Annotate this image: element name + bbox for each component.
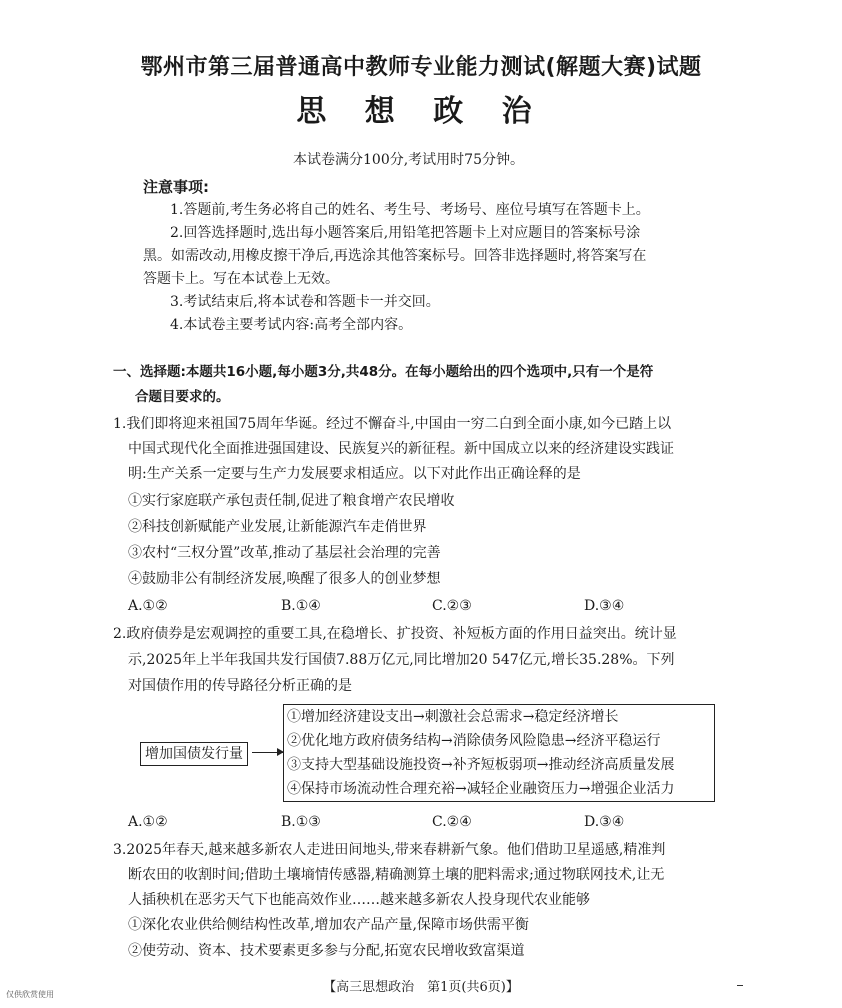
notice-line: 2.回答选择题时,选出每小题答案后,用铅笔把答题卡上对应题目的答案标号涂: [170, 225, 641, 241]
chain-source-box: 增加国债发行量: [140, 742, 248, 766]
q1-stem: 中国式现代化全面推进强国建设、民族复兴的新征程。新中国成立以来的经济建设实践证: [128, 441, 674, 457]
q1-item: ①实行家庭联产承包责任制,促进了粮食增产农民增收: [128, 493, 455, 509]
exam-info: 本试卷满分100分,考试用时75分钟。: [293, 152, 524, 168]
notice-line: 黑。如需改动,用橡皮擦干净后,再选涂其他答案标号。回答非选择题时,将答案写在: [143, 248, 647, 264]
notice-line: 1.答题前,考生务必将自己的姓名、考生号、考场号、座位号填写在答题卡上。: [170, 202, 650, 218]
q1-option-b: B.①④: [281, 598, 321, 614]
chain-path: ④保持市场流动性合理充裕→减轻企业融资压力→增强企业活力: [287, 781, 675, 797]
q1-option-a: A.①②: [128, 598, 168, 614]
notice-line: 3.考试结束后,将本试卷和答题卡一并交回。: [170, 294, 440, 310]
exam-title: 鄂州市第三届普通高中教师专业能力测试(解题大赛)试题: [140, 55, 702, 80]
chain-path: ②优化地方政府债务结构→消除债务风险隐患→经济平稳运行: [287, 733, 661, 749]
q1-item: ②科技创新赋能产业发展,让新能源汽车走俏世界: [128, 519, 427, 535]
notice-line: 答题卡上。写在本试卷上无效。: [143, 271, 339, 287]
section-heading-cont: 合题目要求的。: [135, 389, 230, 405]
q1-item: ③农村“三权分置”改革,推动了基层社会治理的完善: [128, 545, 441, 561]
q1-stem: 1.我们即将迎来祖国75周年华诞。经过不懈奋斗,中国由一穷二白到全面小康,如今已踏上以: [113, 416, 672, 432]
q2-stem: 对国债作用的传导路径分析正确的是: [128, 678, 352, 694]
corner-mark: [737, 985, 743, 986]
q2-stem: 2.政府债券是宏观调控的重要工具,在稳增长、扩投资、补短板方面的作用日益突出。统计显: [113, 626, 677, 642]
subject-title: 思 想 政 治: [296, 94, 546, 129]
q2-option-b: B.①③: [281, 814, 321, 830]
notice-line: 4.本试卷主要考试内容:高考全部内容。: [170, 317, 413, 333]
q1-option-c: C.②③: [432, 598, 472, 614]
q2-stem: 示,2025年上半年我国共发行国债7.88万亿元,同比增加20 547亿元,增长35.28%。下列: [128, 652, 675, 668]
q1-item: ④鼓励非公有制经济发展,唤醒了很多人的创业梦想: [128, 571, 441, 587]
q3-item: ②使劳动、资本、技术要素更多参与分配,拓宽农民增收致富渠道: [128, 943, 525, 959]
q2-option-a: A.①②: [128, 814, 168, 830]
chain-paths-box: [283, 704, 715, 802]
page-footer: 【高三思想政治 第1页(共6页)】: [323, 980, 519, 995]
q2-option-d: D.③④: [584, 814, 625, 830]
q3-stem: 人插秧机在恶劣天气下也能高效作业……越来越多新农人投身现代农业能够: [128, 892, 590, 908]
q1-stem: 明:生产关系一定要与生产力发展要求相适应。以下对此作出正确诠释的是: [128, 466, 581, 482]
q2-option-c: C.②④: [432, 814, 472, 830]
chain-path: ③支持大型基础设施投资→补齐短板弱项→推动经济高质量发展: [287, 757, 675, 773]
section-heading: 一、选择题:本题共16小题,每小题3分,共48分。在每小题给出的四个选项中,只有一个是符: [113, 364, 654, 380]
q1-option-d: D.③④: [584, 598, 625, 614]
q3-stem: 断农田的收割时间;借助土壤墒情传感器,精确测算土壤的肥料需求;通过物联网技术,让无: [128, 867, 665, 883]
q3-stem: 3.2025年春天,越来越多新农人走进田间地头,带来春耕新气象。他们借助卫星遥感,精准判: [113, 842, 666, 858]
q3-item: ①深化农业供给侧结构性改革,增加农产品产量,保障市场供需平衡: [128, 917, 529, 933]
chain-path: ①增加经济建设支出→刺激社会总需求→稳定经济增长: [287, 709, 619, 725]
notice-heading: 注意事项:: [143, 178, 209, 196]
side-note: 仅供欣赏使用: [6, 990, 54, 999]
chain-arrow: [252, 752, 283, 753]
